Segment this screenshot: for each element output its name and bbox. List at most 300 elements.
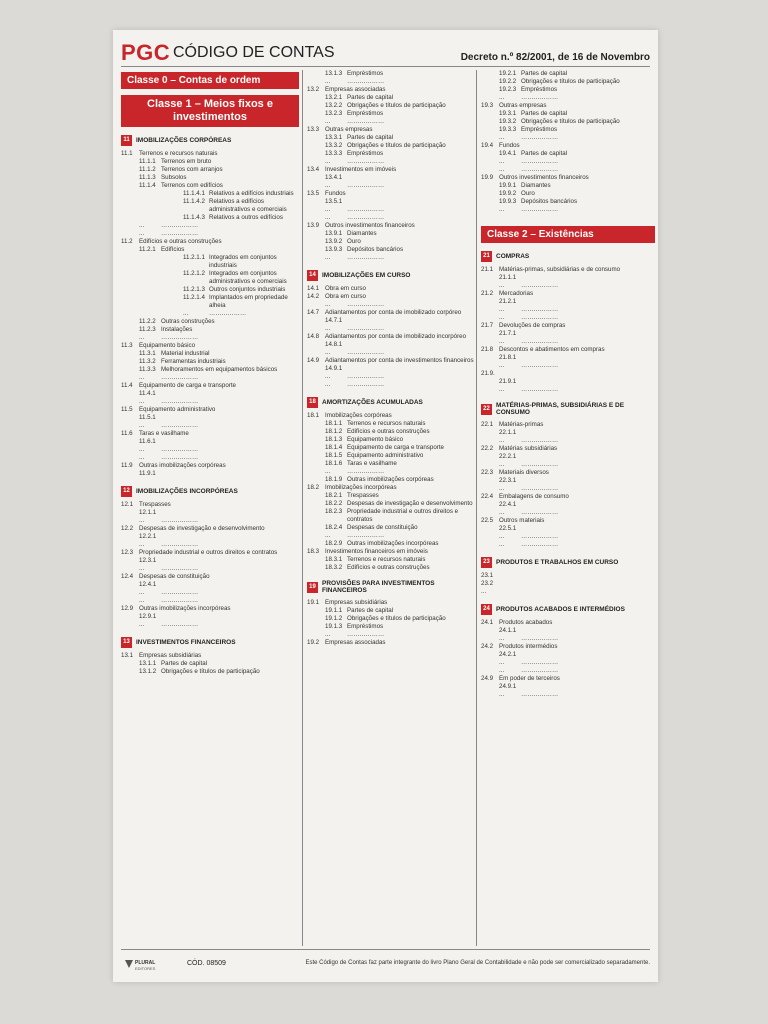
account-label: Outros conjuntos industriais (209, 286, 286, 294)
account-row (481, 182, 655, 190)
account-label: Ouro (521, 190, 535, 197)
account-label: ……………… (347, 78, 385, 85)
account-row (481, 477, 655, 485)
account-label: Integrados em conjuntos industriais (209, 254, 277, 270)
account-row (481, 314, 655, 322)
account-section (481, 402, 655, 549)
account-code: 18.2.3 (325, 508, 343, 515)
account-row (121, 652, 299, 660)
header-divider (121, 66, 650, 67)
account-code: 19.1.3 (325, 622, 343, 630)
account-row (307, 500, 477, 508)
account-row (121, 589, 299, 597)
account-section (121, 637, 299, 676)
account-code: 13.5 (307, 190, 320, 197)
account-code: ... (499, 338, 505, 345)
account-label: Empresas associadas (325, 86, 386, 93)
account-row (307, 639, 477, 647)
account-row (481, 118, 655, 126)
account-label: ……………… (347, 532, 385, 539)
account-label: Taras e vasilhame (347, 460, 397, 467)
account-label: Equipamento básico (347, 436, 404, 443)
account-code: ... (499, 362, 505, 369)
account-label: Obrigações e títulos de participação (347, 102, 446, 109)
account-label (347, 317, 477, 325)
account-row (307, 126, 477, 134)
account-row (307, 190, 477, 198)
account-label: Outros materiais (499, 516, 545, 524)
account-label: ……………… (161, 589, 199, 597)
account-label: Implantados em propriedade alheia (209, 294, 288, 310)
account-row (307, 285, 477, 293)
account-label: Empréstimos (521, 126, 558, 133)
account-label: ……………… (161, 230, 199, 238)
account-row (121, 668, 299, 676)
account-row (481, 370, 655, 378)
account-row (121, 350, 299, 358)
account-code: ... (325, 182, 331, 189)
account-label (521, 378, 655, 386)
account-code: ... (139, 398, 145, 406)
account-code: 19.9.2 (499, 190, 517, 197)
account-row (481, 150, 655, 158)
account-code: ... (499, 508, 505, 516)
account-row (307, 631, 477, 639)
account-row (121, 326, 299, 334)
account-code: 18.2 (307, 484, 320, 491)
section-title: AMORTIZAÇÕES ACUMULADAS (322, 398, 423, 406)
account-code: 21.1 (481, 266, 494, 273)
account-row (121, 549, 299, 557)
account-code: 22.4 (481, 492, 494, 500)
section-heading (121, 135, 299, 146)
account-section (121, 135, 299, 478)
account-label: ……………… (521, 436, 559, 444)
account-code: 11.2 (121, 238, 133, 246)
account-row (121, 557, 299, 565)
account-label: Obrigações e títulos de participação (521, 118, 620, 125)
account-label (521, 501, 655, 509)
section-title: INVESTIMENTOS FINANCEIROS (136, 639, 236, 647)
account-label: Ferramentas industriais (161, 358, 226, 366)
account-label: Materiais diversos (499, 468, 549, 476)
account-row (121, 517, 299, 525)
account-row (481, 437, 655, 445)
account-code: 12.3 (121, 549, 134, 557)
account-label (521, 477, 655, 485)
section-number-badge: 22 (481, 404, 492, 415)
account-code: ... (325, 254, 331, 261)
section-title: PRODUTOS E TRABALHOS EM CURSO (496, 558, 619, 566)
account-label: ……………… (521, 658, 559, 666)
account-label: ……………… (347, 325, 385, 332)
account-code: ... (499, 634, 505, 642)
account-label: Em poder de terceiros (499, 674, 560, 682)
account-label: Despesas de constituição (347, 524, 418, 531)
account-label: Matérias-primas, subsidiárias e de consumo (499, 266, 621, 273)
account-label: Empréstimos (347, 110, 384, 117)
account-label (347, 174, 477, 182)
account-code: ... (325, 532, 331, 539)
account-row (121, 222, 299, 230)
account-code: 11.3 (121, 342, 133, 350)
account-code: ... (325, 78, 331, 85)
svg-text:EDITORES: EDITORES (135, 966, 156, 971)
account-label: Investimentos em imóveis (325, 166, 397, 173)
account-code: ... (499, 484, 505, 492)
account-row (121, 446, 299, 454)
account-code: ... (139, 422, 145, 430)
account-row (481, 110, 655, 118)
account-code: 19.1.2 (325, 614, 343, 622)
account-code: 24.9.1 (499, 682, 517, 690)
account-code: 13.2.2 (325, 102, 343, 109)
account-code: 11.6.1 (139, 438, 156, 446)
account-code: 14.9 (307, 357, 320, 364)
account-row (481, 635, 655, 643)
account-row (307, 293, 477, 301)
account-row (307, 524, 477, 532)
account-code: 13.9 (307, 222, 320, 229)
section-number-badge: 11 (121, 135, 132, 146)
account-label: Edifícios (161, 246, 185, 254)
account-code: 11.2.2 (139, 318, 156, 326)
account-label: Adiantamentos por conta de imobilizado incorpóreo (325, 333, 467, 340)
account-label: ……………… (347, 373, 385, 380)
account-code: 22.5 (481, 516, 494, 524)
account-label (521, 354, 655, 362)
section-heading (121, 637, 299, 648)
account-code: 19.2 (307, 638, 320, 646)
account-label: Outros investimentos financeiros (499, 174, 589, 181)
account-label: Partes de capital (347, 94, 394, 101)
account-row (307, 118, 477, 126)
account-code: ... (183, 310, 189, 318)
account-row (481, 290, 655, 298)
account-label: ……………… (521, 386, 559, 393)
account-code: 23.1 (481, 571, 494, 579)
account-code: 11.1.4.1 (183, 190, 205, 198)
section-title: IMOBILIZAÇÕES CORPÓREAS (136, 137, 232, 145)
account-code: 13.2 (307, 86, 320, 93)
account-label: Depósitos bancários (347, 246, 404, 253)
account-code: 11.5 (121, 406, 133, 414)
footer (121, 949, 650, 974)
column-2 (302, 70, 477, 946)
account-label (499, 588, 655, 596)
account-row (121, 660, 299, 668)
account-code: 21.8 (481, 346, 494, 353)
account-row (481, 501, 655, 509)
account-code: 14.8 (307, 333, 320, 340)
header (121, 36, 650, 66)
account-code: ... (499, 306, 505, 313)
account-row (481, 541, 655, 549)
column-2-continued (307, 70, 477, 262)
account-row (481, 86, 655, 94)
account-label: ……………… (161, 422, 199, 430)
account-label: Produtos intermédios (499, 642, 558, 650)
account-row (307, 540, 477, 548)
account-row (307, 86, 477, 94)
account-code: 11.4 (121, 382, 133, 390)
account-code: 11.3.2 (139, 358, 156, 366)
account-label: Outras empresas (499, 102, 547, 109)
account-row (481, 469, 655, 477)
account-code: 19.9 (481, 174, 494, 181)
account-row (121, 230, 299, 238)
account-row (481, 493, 655, 501)
account-row (307, 301, 477, 309)
account-code: ... (139, 374, 145, 382)
account-row (307, 615, 477, 623)
account-row (307, 548, 477, 556)
account-row (121, 454, 299, 462)
section-title: IMOBILIZAÇÕES EM CURSO (322, 271, 411, 279)
section-number-badge: 23 (481, 557, 492, 568)
account-row (121, 605, 299, 613)
account-label: Empréstimos (347, 150, 384, 157)
account-label: Partes de capital (521, 110, 568, 117)
account-code: 13.9.2 (325, 238, 343, 245)
account-label (521, 651, 655, 659)
account-label: Propriedade industrial e outros direitos e contratos (139, 549, 278, 557)
account-row (121, 501, 299, 509)
account-row (481, 386, 655, 394)
account-row (121, 366, 299, 374)
account-row (307, 508, 477, 524)
account-label: Partes de capital (347, 606, 394, 614)
account-row (121, 190, 299, 198)
account-code: 11.1.4.2 (183, 198, 205, 206)
account-row (121, 182, 299, 190)
account-code: 18.1.3 (325, 436, 343, 443)
account-label: Outras imobilizações incorpóreas (347, 540, 439, 547)
account-code: ... (325, 468, 331, 475)
column-1-sections (121, 135, 299, 676)
account-row (481, 134, 655, 142)
account-row (307, 70, 477, 78)
account-label: ……………… (161, 398, 199, 406)
account-label (521, 298, 655, 306)
account-row (481, 619, 655, 627)
account-row (307, 349, 477, 357)
account-label: ……………… (347, 254, 385, 261)
account-code: 22.1.1 (499, 428, 517, 436)
account-code: 11.1.1 (139, 158, 156, 166)
account-code: 11.1.3 (139, 174, 156, 182)
account-label: ……………… (161, 454, 199, 462)
account-code: 22.2.1 (499, 452, 517, 460)
account-code: 24.2 (481, 642, 494, 650)
account-row (121, 286, 299, 294)
account-code: 18.1.5 (325, 452, 343, 459)
account-code: 12.3.1 (139, 557, 157, 565)
account-label (499, 370, 655, 378)
account-label: ……………… (161, 597, 199, 605)
account-row (307, 532, 477, 540)
account-label: Obra em curso (325, 285, 366, 292)
account-code: 12.1 (121, 501, 134, 509)
account-code: 18.1.6 (325, 460, 343, 467)
account-code: 14.7 (307, 309, 320, 316)
account-section (481, 604, 655, 699)
account-label: Equipamento de carga e transporte (139, 382, 236, 390)
account-label: ……………… (521, 166, 559, 173)
account-label: ……………… (521, 338, 559, 345)
account-row (307, 102, 477, 110)
account-row (481, 580, 655, 588)
account-label: ……………… (209, 310, 247, 318)
account-code: 12.9.1 (139, 613, 157, 621)
account-label: Outras empresas (325, 126, 373, 133)
account-code: 18.1.9 (325, 476, 343, 483)
account-row (481, 453, 655, 461)
account-label: ……………… (161, 222, 199, 230)
account-label: ……………… (521, 158, 559, 165)
account-label: Obrigações e títulos de participação (347, 614, 446, 622)
account-row (307, 381, 477, 389)
account-label (347, 198, 477, 206)
account-label: Adiantamentos por conta de imobilizado corpóreo (325, 309, 462, 316)
account-label (347, 341, 477, 349)
account-code: 13.3.1 (325, 134, 343, 141)
publisher-logo-icon (123, 956, 163, 972)
account-label: Partes de capital (161, 660, 208, 668)
account-code: ... (499, 158, 505, 165)
account-row (307, 246, 477, 254)
section-title: IMOBILIZAÇÕES INCORPÓREAS (136, 488, 238, 496)
account-row (307, 444, 477, 452)
account-row (481, 659, 655, 667)
account-label: Produtos acabados (499, 618, 553, 626)
account-row (307, 174, 477, 182)
account-row (481, 102, 655, 110)
account-label: ……………… (161, 334, 199, 342)
account-label: Terrenos com arranjos (161, 166, 223, 174)
account-row (307, 214, 477, 222)
account-code: 13.9.3 (325, 246, 343, 253)
account-code: 11.6 (121, 430, 133, 438)
account-label (499, 580, 655, 588)
account-label: ……………… (347, 182, 385, 189)
account-label: Terrenos com edifícios (161, 182, 223, 190)
account-row (481, 274, 655, 282)
account-row (121, 470, 299, 478)
account-label: Propriedade industrial e outros direitos e contratos (347, 508, 459, 523)
account-code: 24.9 (481, 674, 494, 682)
account-label: Embalagens de consumo (499, 492, 569, 500)
account-label (521, 453, 655, 461)
account-label: Trespasses (347, 492, 379, 499)
account-row (121, 438, 299, 446)
account-label (347, 365, 477, 373)
account-code: 13.9.1 (325, 230, 343, 237)
account-code: ... (481, 587, 487, 595)
account-row (481, 206, 655, 214)
account-row (481, 94, 655, 102)
account-label: ……………… (521, 314, 559, 321)
account-code: ... (499, 666, 505, 674)
account-label: ……………… (521, 134, 559, 141)
account-row (307, 150, 477, 158)
section-number-badge: 19 (307, 582, 318, 593)
account-row (481, 282, 655, 290)
account-row (121, 158, 299, 166)
account-code: 13.1.1 (139, 660, 157, 668)
account-label: Despesas de investigação e desenvolvimento (347, 500, 473, 507)
account-code: 22.1 (481, 420, 494, 428)
account-row (481, 298, 655, 306)
account-code: 19.2.3 (499, 86, 517, 93)
account-row (307, 325, 477, 333)
account-code: ... (325, 373, 331, 380)
section-heading (481, 604, 655, 615)
section-heading (307, 397, 477, 408)
svg-text:PLURAL: PLURAL (135, 960, 156, 966)
account-label: ……………… (521, 362, 559, 369)
account-code: 23.2 (481, 579, 494, 587)
account-code: 13.5.1 (325, 198, 343, 205)
account-code: 19.2.1 (499, 70, 517, 77)
account-label: Devoluções de compras (499, 322, 566, 329)
account-code: 13.3 (307, 126, 320, 133)
account-label: Obra em curso (325, 293, 366, 300)
account-code: ... (499, 540, 505, 548)
section-heading (121, 486, 299, 497)
account-code: ... (499, 282, 505, 289)
account-code: 22.5.1 (499, 524, 517, 532)
footer-note: Este Código de Contas faz parte integrante do livro Plano Geral de Contabilidade e não pode ser comercializado separadamente. (305, 960, 650, 966)
account-label: ……………… (347, 206, 385, 213)
account-code: ... (499, 658, 505, 666)
account-label: Despesas de investigação e desenvolvimento (139, 525, 265, 533)
account-code: 21.7.1 (499, 330, 517, 337)
section-heading (307, 580, 477, 595)
account-code: 19.2.2 (499, 78, 517, 85)
account-label: ……………… (347, 214, 385, 221)
account-row (121, 166, 299, 174)
account-label: Fundos (325, 190, 346, 197)
account-code: ... (139, 597, 145, 605)
account-label (161, 533, 299, 541)
account-row (481, 517, 655, 525)
section-number-badge: 24 (481, 604, 492, 615)
account-label: Relativos a edifícios industriais (209, 190, 294, 198)
account-row (481, 330, 655, 338)
account-code: 19.1 (307, 598, 320, 606)
account-row (121, 310, 299, 318)
account-row (121, 382, 299, 390)
account-code: 13.3.2 (325, 142, 343, 149)
account-code: ... (139, 230, 145, 238)
account-code: 14.1 (307, 285, 320, 292)
account-row (307, 357, 477, 365)
account-code: 18.1.2 (325, 428, 343, 435)
account-row (481, 338, 655, 346)
account-code: ... (325, 349, 331, 356)
account-row (307, 556, 477, 564)
account-section (307, 270, 477, 389)
account-label: Adiantamentos por conta de investimentos financeiros (325, 357, 474, 364)
section-heading (481, 402, 655, 417)
account-row (121, 414, 299, 422)
account-row (121, 342, 299, 350)
account-code: ... (139, 621, 145, 629)
account-code: ... (139, 446, 145, 454)
account-label (161, 581, 299, 589)
account-row (307, 460, 477, 468)
